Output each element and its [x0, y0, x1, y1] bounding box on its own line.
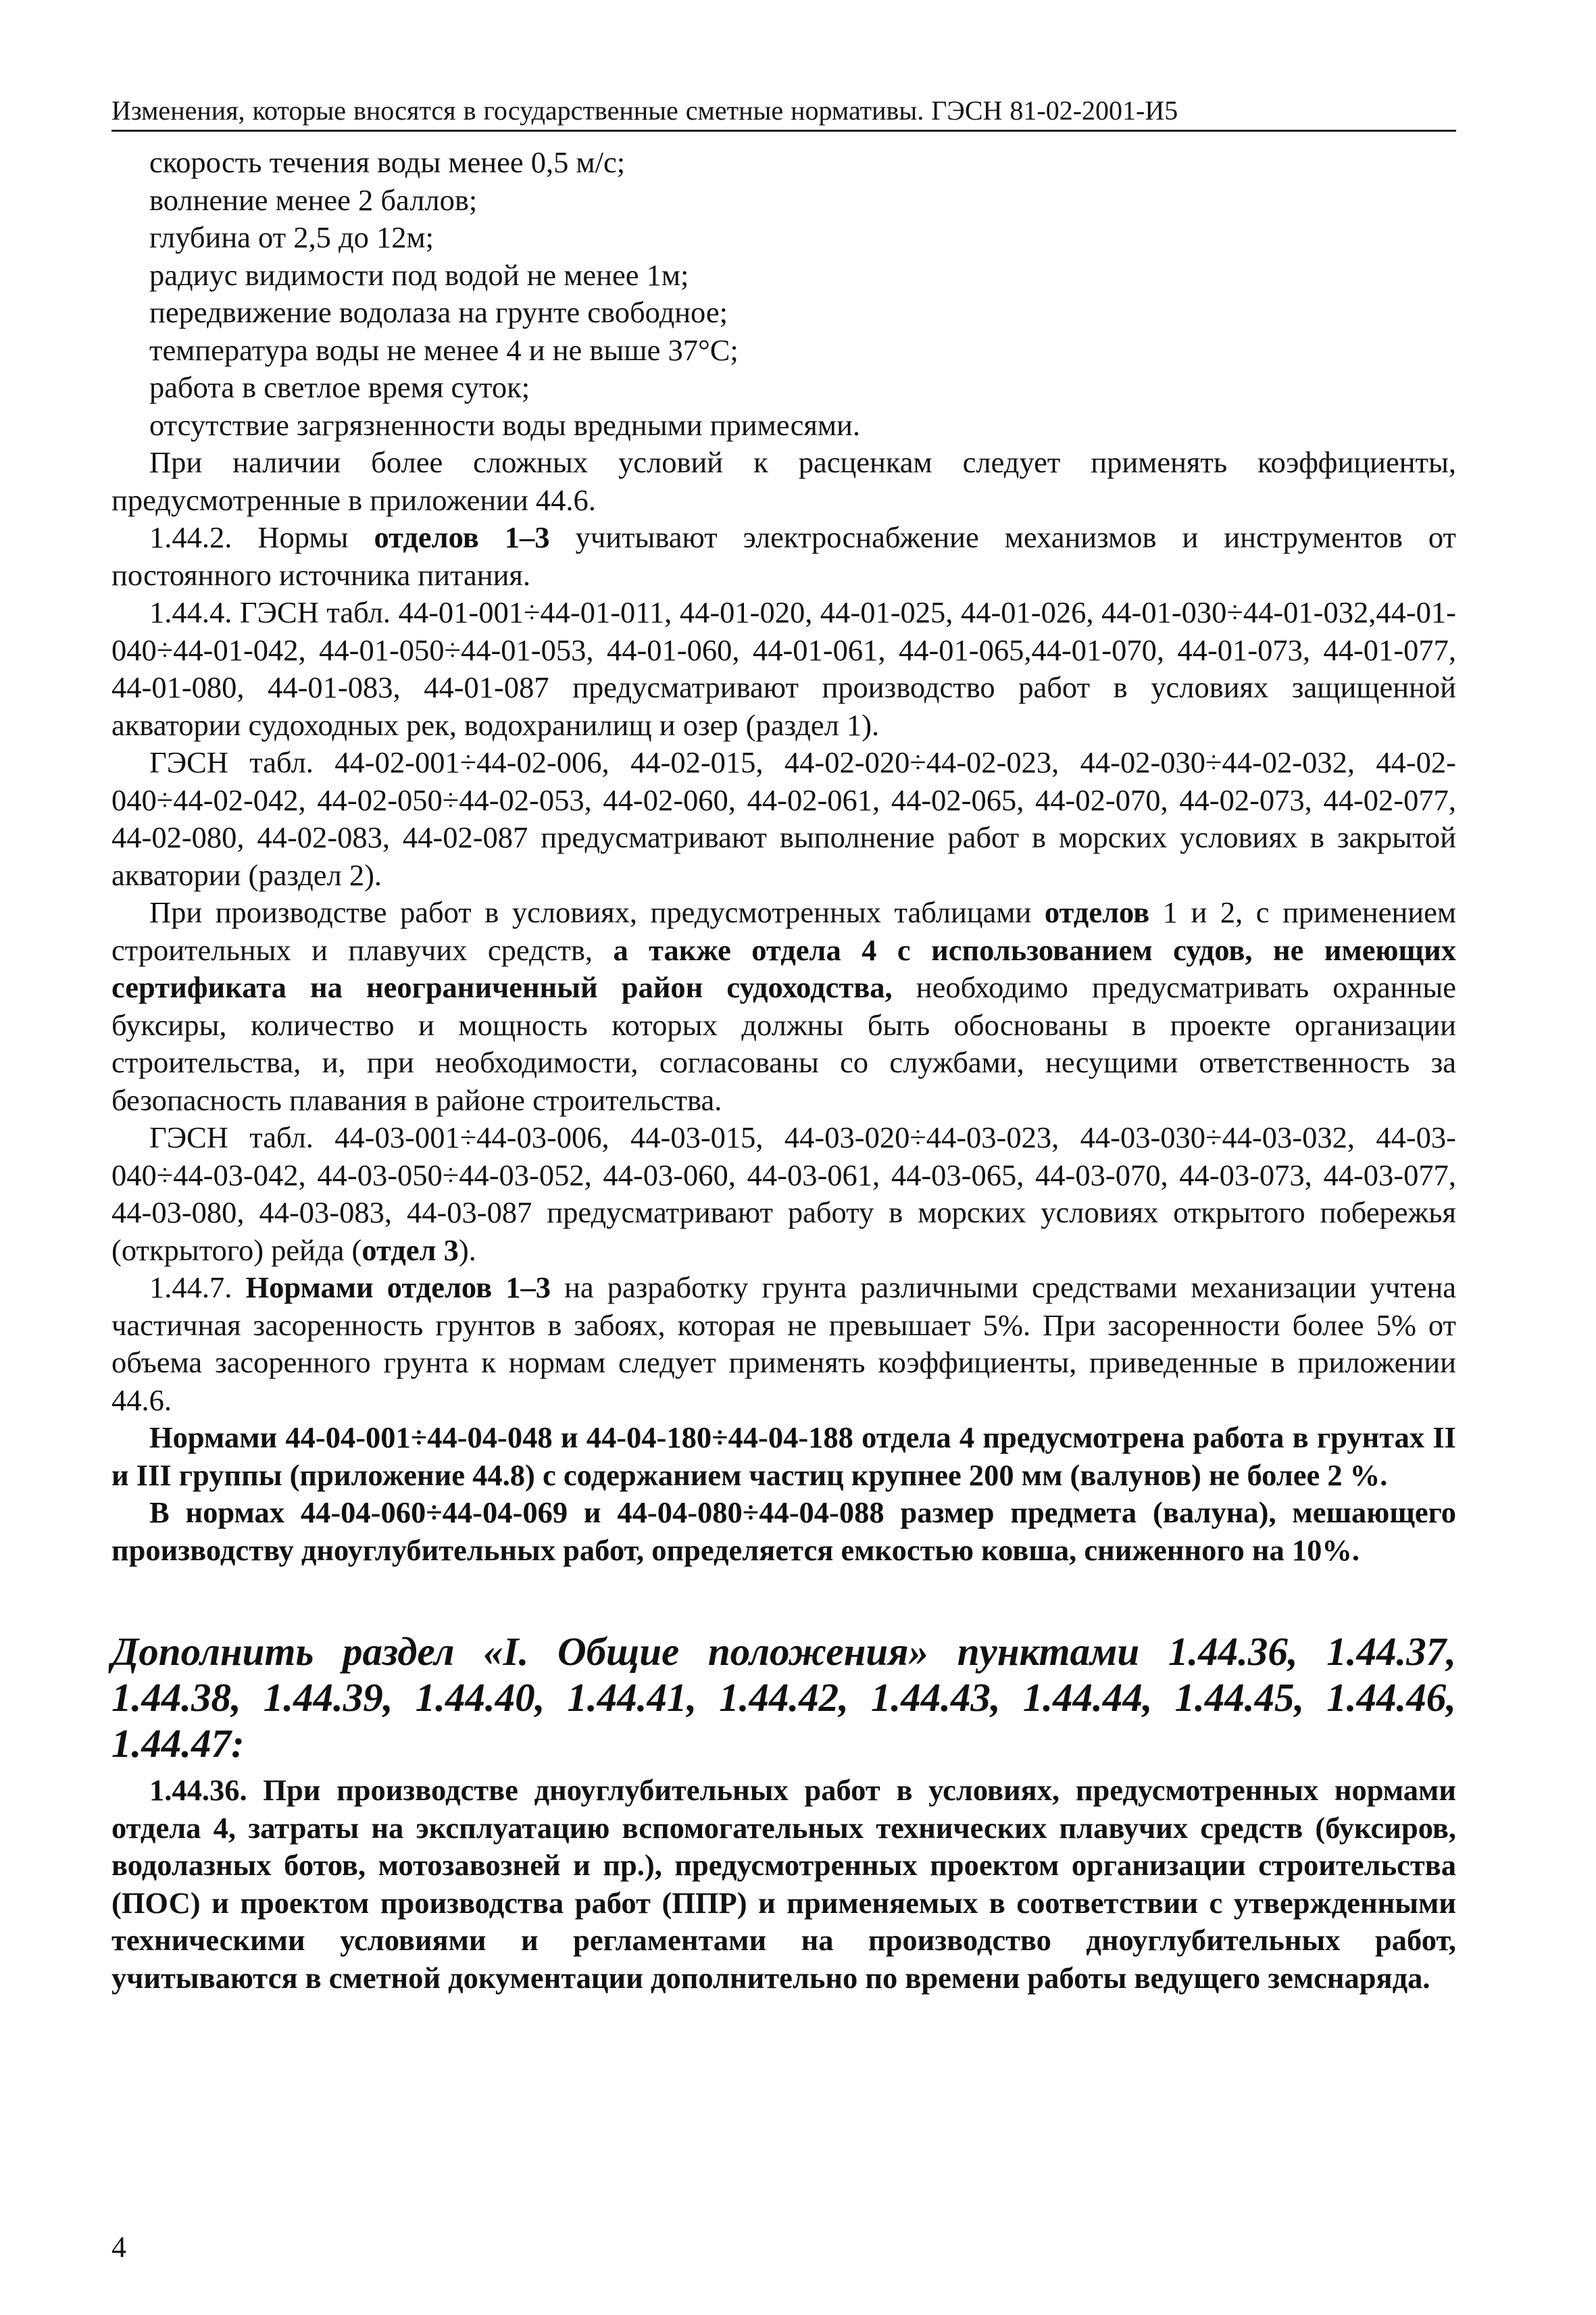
text-run: на разработку грунта различными средствами механизации учтена частичная засоренность грунтов в забоях, которая не превышает 5%. При засоренности более 5% от объема засоренного грунта к нормам следует применять коэффициенты, приведенные в приложении 44.6. [111, 1270, 1457, 1417]
document-page [111, 95, 1456, 1997]
paragraph-boulder-size: В нормах 44-04-060÷44-04-069 и 44-04-080÷44-04-088 размер предмета (валуна), мешающего производству дноуглубительных работ, определяется емкостью ковша, сниженного на 10%. [111, 1495, 1456, 1567]
condition-item: волнение менее 2 баллов; [149, 182, 478, 217]
bold-text-run: Нормами отделов 1–3 [245, 1270, 551, 1304]
text-run: При производстве работ в условиях, предусмотренных таблицами [149, 895, 1045, 929]
condition-item: работа в светлое время суток; [149, 370, 530, 404]
text-run: 1.44.2. Нормы [149, 520, 374, 554]
condition-item: радиус видимости под водой не менее 1м; [149, 257, 689, 292]
paragraph-norms-section-4: Нормами 44-04-001÷44-04-048 и 44-04-180÷44-04-188 отдела 4 предусмотрена работа в грунтах II и III группы (приложение 44.8) с содержанием частиц крупнее 200 мм (валунов) не более 2 %. [111, 1420, 1456, 1492]
paragraph-tugboats [111, 894, 1456, 1119]
paragraph-1-44-4: 1.44.4. ГЭСН табл. 44-01-001÷44-01-011, 44-01-020, 44-01-025, 44-01-026, 44-01-030÷44-01-032,44-01-040÷44-01-042, 44-01-050÷44-01-053, 44-01-060, 44-01-061, 44-01-065,44-01-070, 44-01-073, 44-01-077, 44-01-080, 44-01-083, 44-01-087 предусматривают производство работ в условиях защищенной акватории судоходных рек, водохранилищ и озер (раздел 1). [111, 595, 1456, 742]
page-number: 4 [111, 2231, 126, 2264]
paragraph-1-44-2 [111, 519, 1456, 594]
bold-text-run: отделов [1044, 895, 1150, 929]
paragraph-1-44-7 [111, 1269, 1456, 1419]
running-header: Изменения, которые вносятся в государственные сметные нормативы. ГЭСН 81-02-2001-И5 [111, 95, 1456, 132]
text-run: ). [458, 1233, 476, 1267]
paragraph-gesn-44-03 [111, 1119, 1456, 1269]
document-body [111, 144, 1456, 1997]
text-run: необходимо предусматривать охранные буксиры, количество и мощность которых должны быть обоснованы в проекте организации строительства, и, при необходимости, согласованы со службами, несущими ответственность за безопасность плавания в районе строительства. [111, 970, 1456, 1117]
section-heading: Дополнить раздел «I. Общие положения» пунктами 1.44.36, 1.44.37, 1.44.38, 1.44.39, 1.44.40, 1.44.41, 1.44.42, 1.44.43, 1.44.44, 1.44.45, 1.44.46, 1.44.47: [111, 1629, 1456, 1766]
bold-text-run: отделов 1–3 [374, 520, 550, 554]
condition-item: глубина от 2,5 до 12м; [149, 220, 434, 254]
condition-item: передвижение водолаза на грунте свободное; [149, 295, 728, 329]
bold-text-run: отдел 3 [361, 1233, 459, 1267]
paragraph-gesn-44-02: ГЭСН табл. 44-02-001÷44-02-006, 44-02-015, 44-02-020÷44-02-023, 44-02-030÷44-02-032, 44-02-040÷44-02-042, 44-02-050÷44-02-053, 44-02-060, 44-02-061, 44-02-065, 44-02-070, 44-02-073, 44-02-077, 44-02-080, 44-02-083, 44-02-087 предусматривают выполнение работ в морских условиях в закрытой акватории (раздел 2). [111, 745, 1456, 892]
bold-text-run: а также отдела 4 с использованием судов, не имеющих сертификата на неограниченный район судоходства, [111, 932, 1456, 1004]
paragraph-1-44-36: 1.44.36. При производстве дноуглубительных работ в условиях, предусмотренных нормами отдела 4, затраты на эксплуатацию вспомогательных технических плавучих средств (буксиров, водолазных ботов, мотозавозней и пр.), предусмотренных проектом организации строительства (ПОС) и проектом производства работ (ППР) и применяемых в соответствии с утвержденными техническими условиями и регламентами на производство дноуглубительных работ, учитываются в сметной документации дополнительно по времени работы ведущего земснаряда. [111, 1773, 1456, 1995]
text-run: 1 и 2, с применением строительных и плавучих средств, [111, 895, 1456, 967]
condition-item: скорость течения воды менее 0,5 м/с; [149, 145, 626, 179]
text-run: учитывают электроснабжение механизмов и инструментов от постоянного источника питания. [111, 520, 1456, 592]
paragraph-coefficients: При наличии более сложных условий к расценкам следует применять коэффициенты, предусмотренные в приложении 44.6. [111, 445, 1456, 517]
condition-item: температура воды не менее 4 и не выше 37°C; [149, 332, 739, 367]
text-run: 1.44.7. [149, 1270, 246, 1304]
text-run: ГЭСН табл. 44-03-001÷44-03-006, 44-03-015, 44-03-020÷44-03-023, 44-03-030÷44-03-032, 44-03-040÷44-03-042, 44-03-050÷44-03-052, 44-03-060, 44-03-061, 44-03-065, 44-03-070, 44-03-073, 44-03-077, 44-03-080, 44-03-083, 44-03-087 предусматривают работу в морских условиях открытого побережья (открытого) рейда ( [111, 1120, 1456, 1267]
condition-item: отсутствие загрязненности воды вредными примесями. [149, 407, 860, 442]
